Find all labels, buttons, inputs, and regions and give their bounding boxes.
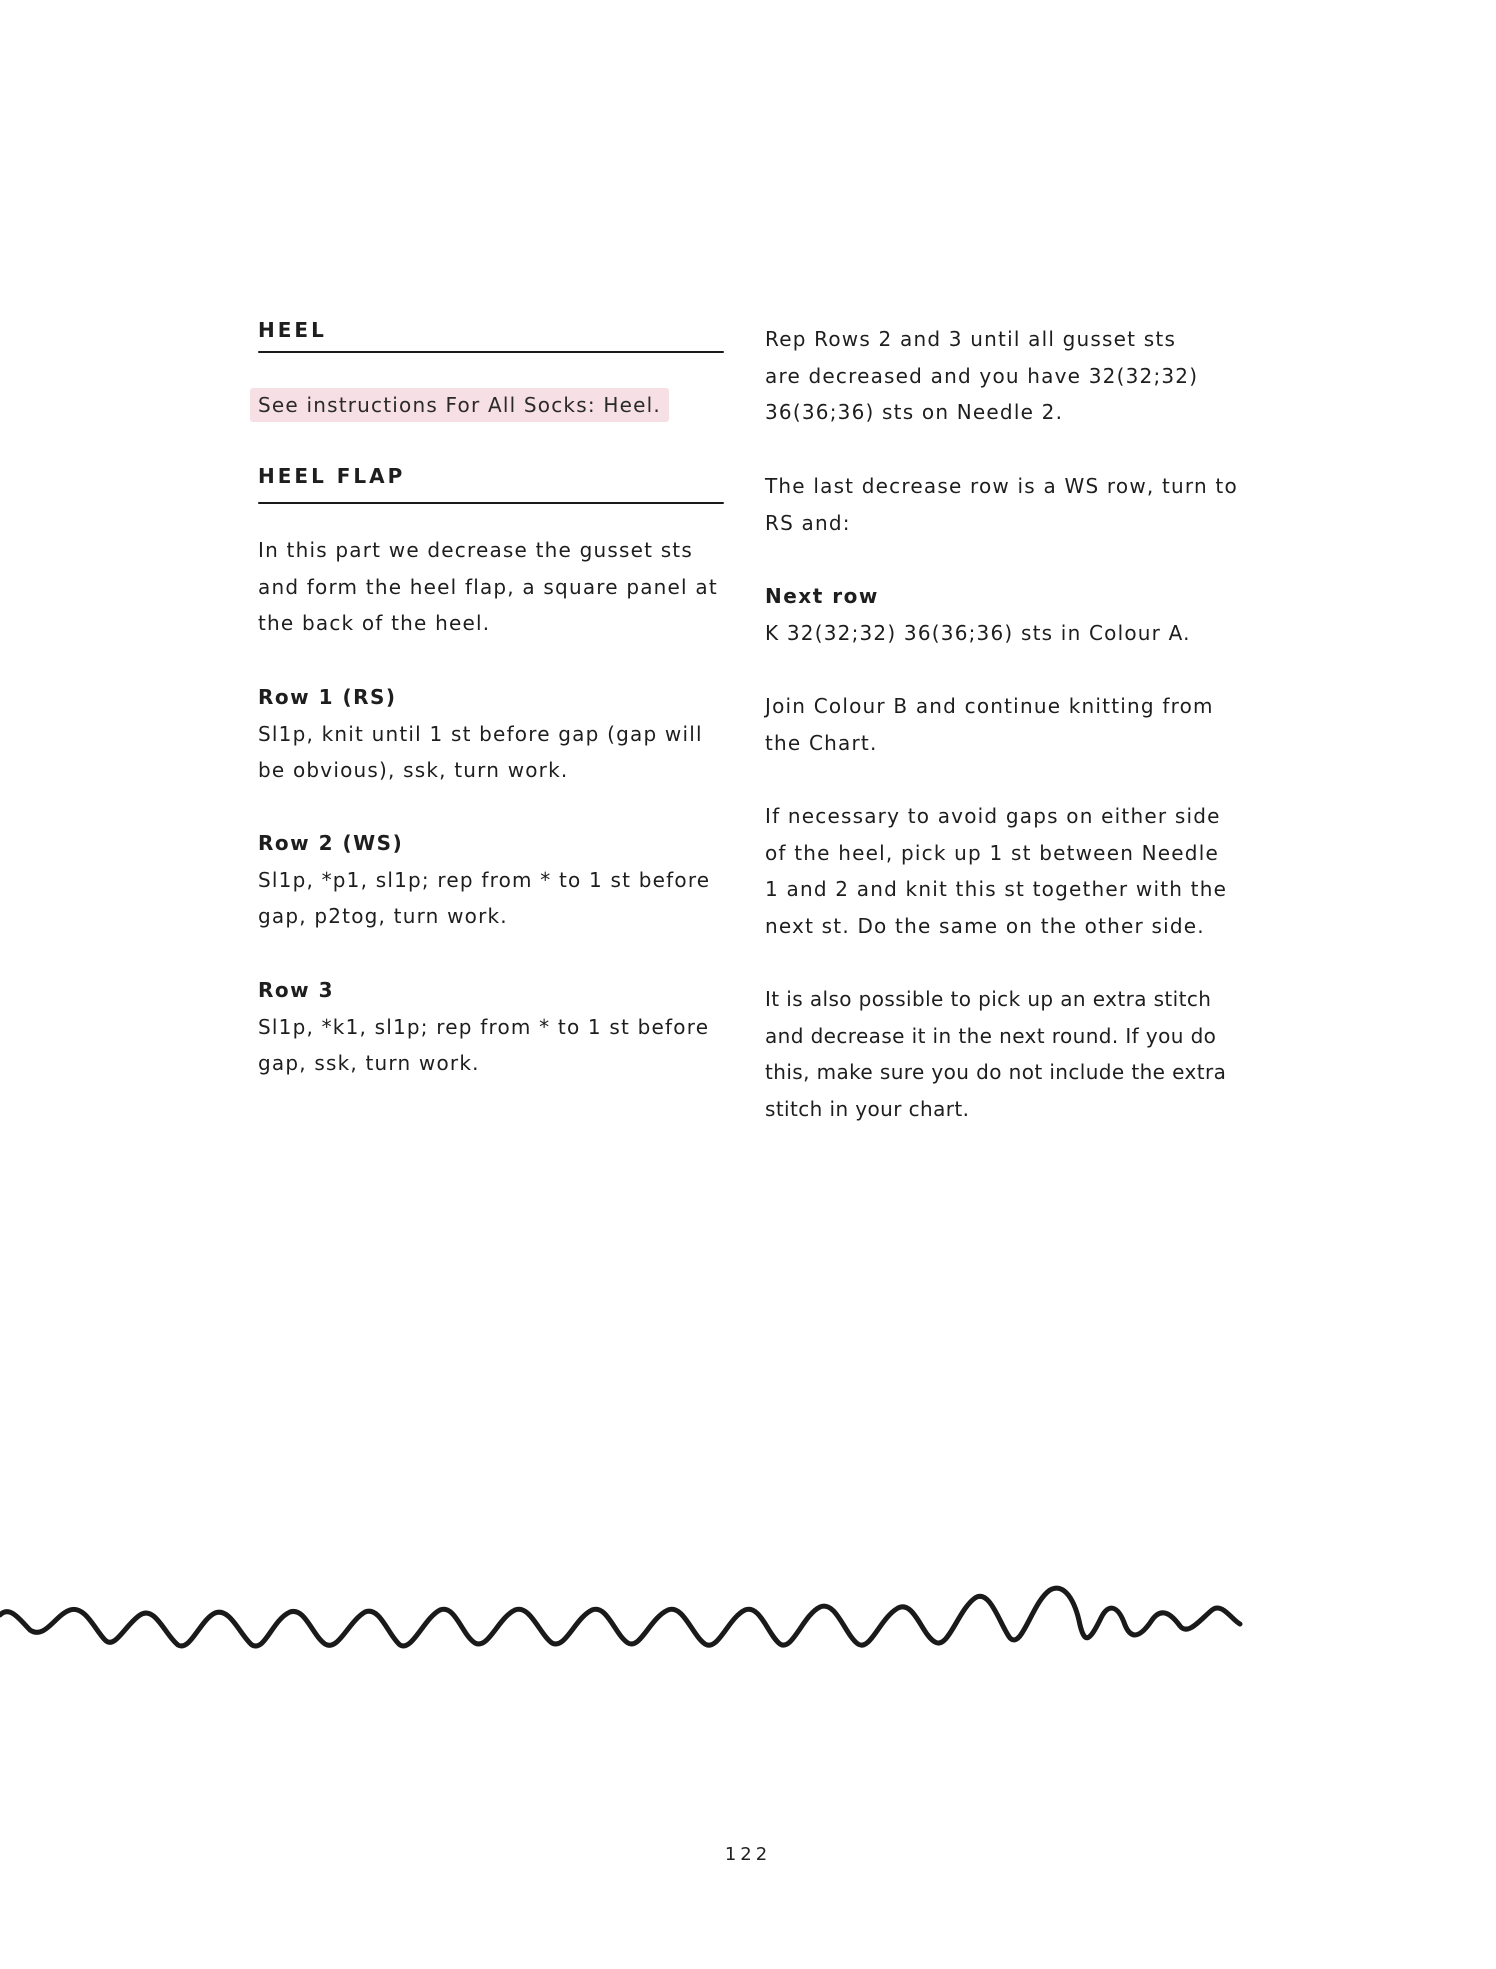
next-row-instructions bbox=[765, 578, 1191, 651]
heading-rule bbox=[258, 351, 724, 353]
text-line: In this part we decrease the gusset sts bbox=[258, 538, 693, 562]
intro-paragraph bbox=[258, 532, 718, 642]
text-line: are decreased and you have 32(32;32) bbox=[765, 363, 1199, 388]
text-line: the back of the heel. bbox=[258, 611, 491, 635]
text-line: RS and: bbox=[765, 510, 851, 535]
text-line: stitch in your chart. bbox=[765, 1096, 970, 1121]
text-line: It is also possible to pick up an extra stitch bbox=[765, 987, 1212, 1011]
text-line: The last decrease row is a WS row, turn to bbox=[765, 474, 1238, 498]
text-line: Sl1p, knit until 1 st before gap (gap will bbox=[258, 721, 703, 746]
text-line: Sl1p, *k1, sl1p; rep from * to 1 st before bbox=[258, 1014, 710, 1039]
text-line: K 32(32;32) 36(36;36) sts in Colour A. bbox=[765, 620, 1191, 645]
text-line: 1 and 2 and knit this st together with the bbox=[765, 877, 1228, 901]
heading-rule bbox=[258, 502, 724, 504]
heel-heading: HEEL bbox=[258, 318, 327, 342]
wave-stroke bbox=[0, 1588, 1240, 1646]
heel-flap-heading: HEEL FLAP bbox=[258, 464, 406, 488]
text-line: gap, p2tog, turn work. bbox=[258, 904, 508, 928]
text-line: this, make sure you do not include the extra bbox=[765, 1060, 1227, 1084]
text-line: of the heel, pick up 1 st between Needle bbox=[765, 840, 1219, 865]
text-line: If necessary to avoid gaps on either side bbox=[765, 804, 1221, 828]
text-line: be obvious), ssk, turn work. bbox=[258, 758, 569, 782]
text-line: Rep Rows 2 and 3 until all gusset sts bbox=[765, 327, 1177, 351]
row2-instructions bbox=[258, 825, 710, 935]
last-decrease-paragraph bbox=[765, 468, 1238, 541]
row3-title: Row 3 bbox=[258, 978, 334, 1002]
text-line: next st. Do the same on the other side. bbox=[765, 913, 1205, 938]
page-number: 122 bbox=[724, 1844, 772, 1865]
row3-instructions bbox=[258, 972, 709, 1082]
text-line: Join Colour B and continue knitting from bbox=[765, 694, 1214, 718]
text-line: and form the heel flap, a square panel at bbox=[258, 574, 718, 599]
row1-instructions bbox=[258, 679, 703, 789]
rep-paragraph bbox=[765, 321, 1198, 431]
join-colour-paragraph bbox=[765, 688, 1214, 761]
text-line: 36(36;36) sts on Needle 2. bbox=[765, 400, 1064, 424]
heel-instructions-link[interactable]: See instructions For All Socks: Heel. bbox=[250, 388, 669, 422]
squiggle-line-icon bbox=[0, 1580, 1496, 1700]
text-line: gap, ssk, turn work. bbox=[258, 1051, 480, 1075]
text-line: Sl1p, *p1, sl1p; rep from * to 1 st before bbox=[258, 867, 711, 892]
row1-title: Row 1 (RS) bbox=[258, 685, 397, 709]
row2-title: Row 2 (WS) bbox=[258, 831, 404, 855]
gap-paragraph bbox=[765, 798, 1227, 944]
next-row-title: Next row bbox=[765, 584, 879, 608]
text-line: the Chart. bbox=[765, 730, 878, 755]
text-line: and decrease it in the next round. If you do bbox=[765, 1023, 1217, 1048]
extra-stitch-paragraph bbox=[765, 981, 1226, 1127]
